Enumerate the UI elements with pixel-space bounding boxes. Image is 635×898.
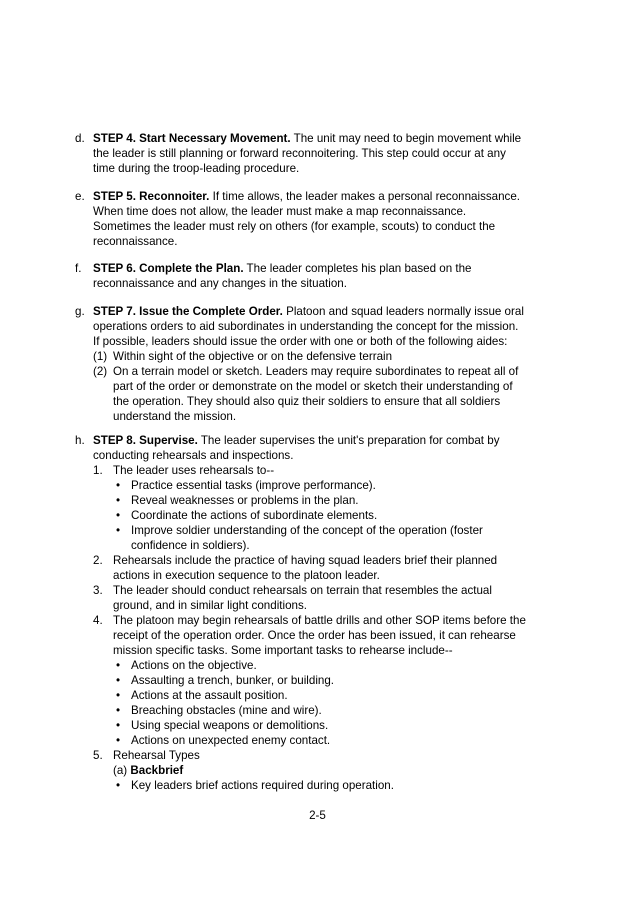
text-line: understand the mission. — [113, 410, 237, 423]
bullet-icon: • — [116, 524, 121, 537]
text-line: The leader supervises the unit's preparation for combat by — [197, 434, 500, 447]
bullet-item — [93, 718, 575, 733]
text-line: reconnaissance and any changes in the situation. — [93, 277, 347, 290]
bullet-icon: • — [116, 509, 121, 522]
item-number: 4. — [93, 614, 103, 627]
text-line: Key leaders brief actions required during operation. — [131, 779, 394, 792]
text-line: When time does not allow, the leader must make a map reconnaissance. — [93, 205, 467, 218]
text-line: On a terrain model or sketch. Leaders may require subordinates to repeat all of — [113, 365, 519, 378]
bullet-icon: • — [116, 689, 121, 702]
page-number: 2-5 — [309, 809, 326, 822]
text-line: Reveal weaknesses or problems in the plan. — [131, 494, 359, 507]
text-line: confidence in soldiers). — [131, 539, 250, 552]
bullet-item — [93, 478, 575, 493]
text-line: The platoon may begin rehearsals of battle drills and other SOP items before the — [113, 614, 526, 627]
bullet-item — [93, 673, 575, 688]
text-line: If possible, leaders should issue the order with one or both of the following aides: — [93, 335, 508, 348]
sub-title: Backbrief — [130, 764, 184, 777]
sub-label: (a) — [113, 764, 131, 777]
bullet-icon: • — [116, 704, 121, 717]
text-line: Breaching obstacles (mine and wire). — [131, 704, 322, 717]
text-line: mission specific tasks. Some important tasks to rehearse include-- — [113, 644, 453, 657]
text-line: The unit may need to begin movement while — [290, 132, 522, 145]
bullet-icon: • — [116, 494, 121, 507]
bullet-icon: • — [116, 719, 121, 732]
text-line: Sometimes the leader must rely on others (for example, scouts) to conduct the — [93, 220, 496, 233]
text-line: Rehearsal Types — [113, 749, 200, 762]
text-line: If time allows, the leader makes a personal reconnaissance. — [209, 190, 521, 203]
text-line: The leader completes his plan based on the — [243, 262, 472, 275]
paragraph-d — [75, 131, 575, 176]
bullet-item — [93, 688, 575, 703]
step-title: STEP 6. Complete the Plan. — [93, 262, 244, 275]
list-item — [93, 364, 575, 424]
text-line: ground, and in similar light conditions. — [113, 599, 307, 612]
bullet-item — [93, 703, 575, 718]
list-item — [93, 349, 575, 364]
bullet-icon: • — [116, 659, 121, 672]
item-number: 5. — [93, 749, 103, 762]
paragraph-letter: f. — [75, 262, 82, 275]
text-line: Using special weapons or demolitions. — [131, 719, 329, 732]
paragraph-letter: h. — [75, 434, 85, 447]
numbered-item — [93, 583, 575, 613]
text-line: The leader should conduct rehearsals on terrain that resembles the actual — [113, 584, 492, 597]
text-line: reconnaissance. — [93, 235, 178, 248]
paragraph-letter: g. — [75, 305, 85, 318]
paragraph-letter: e. — [75, 190, 85, 203]
step-title: STEP 5. Reconnoiter. — [93, 190, 210, 203]
item-number: 3. — [93, 584, 103, 597]
bullet-icon: • — [116, 674, 121, 687]
text-line: the leader is still planning or forward reconnoitering. This step could occur at any — [93, 147, 506, 160]
text-line: the operation. They should also quiz their soldiers to ensure that all soldiers — [113, 395, 501, 408]
paragraph-f — [75, 261, 575, 291]
numbered-item — [93, 748, 575, 778]
step-title: STEP 7. Issue the Complete Order. — [93, 305, 283, 318]
item-number: 1. — [93, 464, 103, 477]
bullet-icon: • — [116, 779, 121, 792]
text-line: Within sight of the objective or on the defensive terrain — [113, 350, 393, 363]
text-line: Platoon and squad leaders normally issue oral — [282, 305, 524, 318]
bullet-item — [93, 493, 575, 508]
bullet-item — [93, 523, 575, 553]
text-line: operations orders to aid subordinates in understanding the concept for the mission. — [93, 320, 519, 333]
text-line: The leader uses rehearsals to-- — [113, 464, 275, 477]
bullet-item — [93, 658, 575, 673]
item-number: (2) — [93, 365, 108, 378]
paragraph-e — [75, 189, 575, 249]
text-line: Practice essential tasks (improve performance). — [131, 479, 376, 492]
numbered-item — [93, 553, 575, 583]
text-line: receipt of the operation order. Once the order has been issued, it can rehearse — [113, 629, 516, 642]
bullet-item — [93, 778, 575, 793]
paragraph-h — [75, 433, 575, 793]
numbered-item — [93, 613, 575, 658]
step-title: STEP 8. Supervise. — [93, 434, 198, 447]
bullet-item — [93, 733, 575, 748]
bullet-icon: • — [116, 734, 121, 747]
numbered-item — [93, 463, 575, 478]
text-line: Actions at the assault position. — [131, 689, 288, 702]
text-line: conducting rehearsals and inspections. — [93, 449, 294, 462]
bullet-icon: • — [116, 479, 121, 492]
text-line: Coordinate the actions of subordinate elements. — [131, 509, 378, 522]
text-line: Improve soldier understanding of the concept of the operation (foster — [131, 524, 483, 537]
paragraph-letter: d. — [75, 132, 85, 145]
text-line: time during the troop-leading procedure. — [93, 162, 300, 175]
text-line: part of the order or demonstrate on the model or sketch their understanding of — [113, 380, 513, 393]
step-title: STEP 4. Start Necessary Movement. — [93, 132, 291, 145]
text-line: Assaulting a trench, bunker, or building. — [131, 674, 335, 687]
text-line: actions in execution sequence to the platoon leader. — [113, 569, 380, 582]
bullet-item — [93, 508, 575, 523]
item-number: (1) — [93, 350, 108, 363]
item-number: 2. — [93, 554, 103, 567]
text-line: Actions on unexpected enemy contact. — [131, 734, 331, 747]
text-line: Rehearsals include the practice of having squad leaders brief their planned — [113, 554, 498, 567]
text-line: Actions on the objective. — [131, 659, 257, 672]
paragraph-g — [75, 304, 575, 424]
